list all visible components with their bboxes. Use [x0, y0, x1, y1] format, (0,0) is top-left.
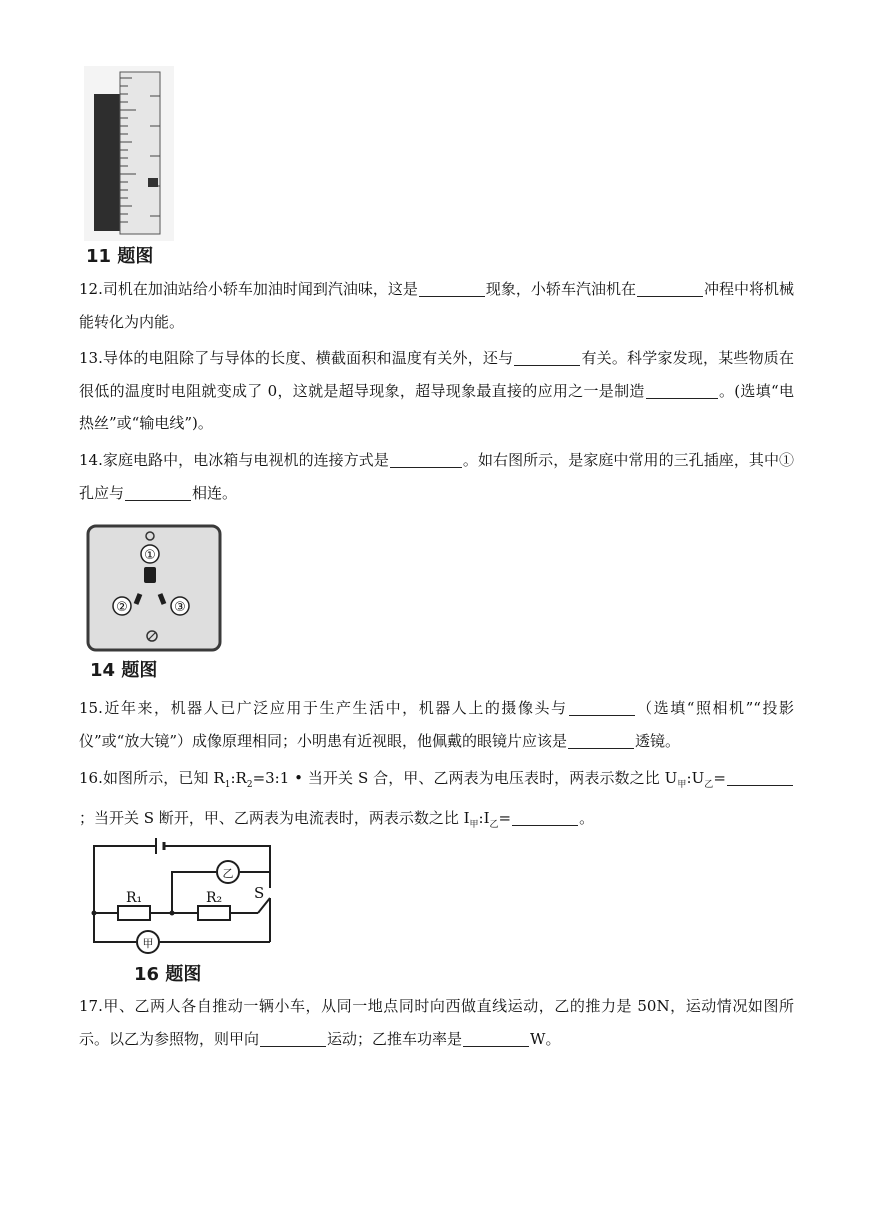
q16-text-4: :U	[686, 769, 705, 787]
q13-text-3: 。(选填“电热丝”或“输电线”)。	[79, 381, 794, 432]
answer-blank[interactable]	[390, 449, 462, 468]
socket-illustration	[84, 522, 224, 654]
hole-2-label: ②	[116, 600, 128, 615]
answer-blank[interactable]	[637, 278, 703, 297]
figure-16	[88, 836, 278, 988]
question-14	[79, 444, 794, 509]
q16-text-3: =3:1 • 当开关 S 合，甲、乙两表为电压表时，两表示数之比 U	[252, 769, 678, 787]
answer-blank[interactable]	[727, 767, 793, 786]
q16-text-6: ；当开关 S 断开，甲、乙两表为电流表时，两表示数之比 I	[79, 808, 470, 827]
meter-yi-label: 乙	[222, 867, 234, 880]
answer-blank[interactable]	[646, 380, 718, 399]
answer-blank[interactable]	[569, 697, 635, 716]
figure-11-caption: 11 题图	[86, 246, 154, 267]
question-16	[79, 762, 794, 841]
answer-blank[interactable]	[463, 1028, 529, 1047]
answer-blank[interactable]	[568, 730, 634, 749]
q16-text-8: =	[498, 808, 512, 827]
switch-label: S	[254, 884, 265, 902]
q13-text-1: 13.导体的电阻除了与导体的长度、横截面积和温度有关外，还与	[79, 349, 514, 367]
question-17	[79, 990, 794, 1055]
answer-blank[interactable]	[514, 347, 580, 366]
answer-blank[interactable]	[125, 482, 191, 501]
q12-text-1: 12.司机在加油站给小轿车加油时闻到汽油味，这是	[79, 280, 418, 298]
q15-text-2: （选填“照相机”“投影仪”或“放大镜”）成像原理相同；小明患有近视眼，他佩戴的眼镜片应该是	[79, 699, 795, 750]
q16-text-2: :R	[230, 769, 247, 787]
question-13	[79, 342, 794, 440]
answer-blank[interactable]	[419, 278, 485, 297]
figure-14	[84, 522, 224, 682]
question-12	[79, 273, 794, 338]
q16-sub-1: 1	[224, 780, 231, 790]
q16-sub-2: 2	[246, 780, 253, 790]
figure-14-caption: 14 题图	[90, 660, 158, 681]
meter-jia-label: 甲	[142, 937, 154, 950]
q16-text-1: 16.如图所示，已知 R	[79, 769, 225, 787]
q15-text-1: 15.近年来，机器人已广泛应用于生产生活中，机器人上的摄像头与	[79, 699, 568, 717]
answer-blank[interactable]	[512, 807, 578, 826]
r2-label: R₂	[206, 890, 223, 906]
q12-text-3: 冲程中将机械能转化为内能。	[79, 280, 794, 331]
q16-text-9: 。	[579, 808, 595, 827]
q17-text-2: 运动；乙推车功率是	[327, 1029, 463, 1048]
q16-sub-6: 乙	[489, 819, 499, 830]
figure-16-caption: 16 题图	[134, 964, 202, 985]
circuit-illustration	[88, 836, 278, 960]
answer-blank[interactable]	[260, 1028, 326, 1047]
q16-sub-5: 甲	[469, 819, 479, 830]
q17-text-3: W。	[530, 1029, 561, 1048]
q16-sub-3: 甲	[677, 780, 687, 790]
question-15	[79, 692, 794, 757]
q16-sub-4: 乙	[704, 780, 714, 790]
q12-text-2: 现象，小轿车汽油机在	[485, 280, 636, 298]
hole-1-label: ①	[144, 548, 156, 563]
q17-text-1: 17.甲、乙两人各自推动一辆小车，从同一地点同时向西做直线运动，乙的推力是 50N，运动情况如图所示。以乙为参照物，则甲向	[79, 997, 794, 1048]
q13-text-2: 有关。科学家发现，某些物质在很低的温度时电阻就变成了 0，这就是超导现象，超导现象最直接的应用之一是制造	[79, 349, 794, 400]
q14-text-1: 14.家庭电路中，电冰箱与电视机的连接方式是	[79, 451, 389, 469]
q15-text-3: 透镜。	[635, 731, 681, 750]
ruler-illustration	[84, 66, 174, 241]
q14-text-2: 。如右图所示，是家庭中常用的三孔插座，其中①孔应与	[79, 451, 794, 502]
hole-3-label: ③	[174, 600, 186, 615]
q14-text-3: 相连。	[192, 483, 238, 502]
q16-text-5: =	[713, 769, 726, 787]
r1-label: R₁	[126, 890, 143, 906]
figure-11	[84, 66, 174, 266]
q16-text-7: :I	[478, 808, 490, 827]
